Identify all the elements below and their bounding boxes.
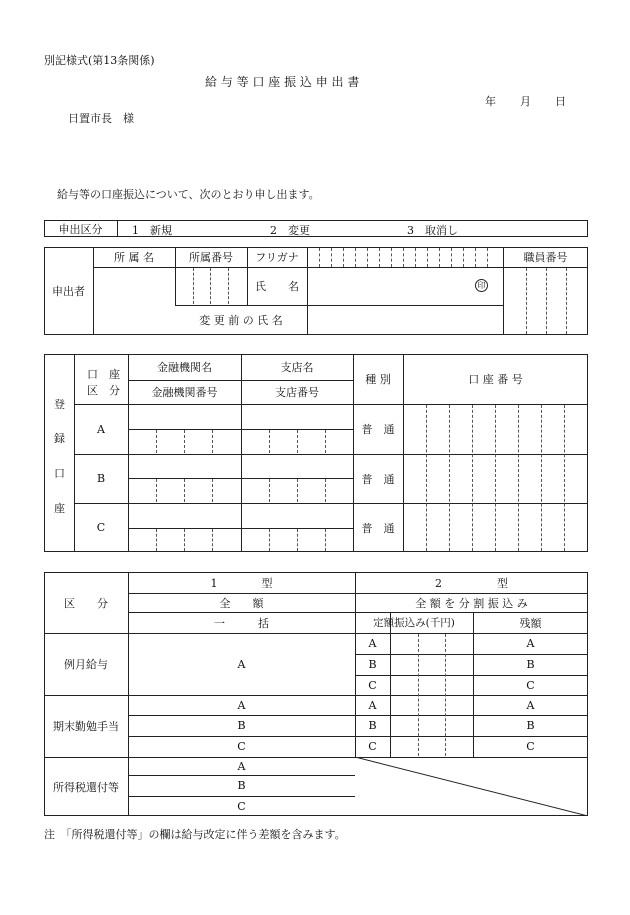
fixed-amount-header: 定額振込み(千円) [373,617,455,629]
intro-text: 給与等の口座振込について、次のとおり申し出ます。 [57,188,320,201]
form-number: 別記様式(第13条関係) [44,54,155,67]
bonus-fixed-b: B [368,719,377,732]
request-type-cancel[interactable]: 3 取消し [407,224,458,237]
footnote: 注 「所得税還付等」の欄は給与改定に伴う差額を含みます。 [44,828,346,841]
date-year: 年 [485,95,496,108]
split-header: 全 額 を 分 割 振 込 み [415,596,528,610]
applicant-label: 申出者 [52,285,85,298]
prev-name-label: 変 更 前 の 氏 名 [199,314,283,327]
bank-code-header: 金融機関番号 [151,386,218,399]
payment-kubun-header: 区 分 [64,596,108,610]
bonus-rest-a: A [526,698,535,712]
monthly-lump-a: A [237,657,246,671]
account-row-c-label: C [96,521,106,534]
type1-header: 1 型 [210,576,273,590]
bonus-rest-b: B [526,719,535,732]
addressee: 日置市長 様 [68,112,134,125]
bonus-lump-b: B [237,719,246,732]
request-type-label: 申出区分 [58,222,103,236]
tax-lump-c: C [237,799,246,813]
name-label: 氏 名 [255,280,299,293]
lump-sum-header: 一 括 [214,616,269,630]
account-side-3: 口 [54,467,65,480]
bonus-fixed-a: A [368,698,377,712]
full-amount-header: 全 額 [219,596,264,610]
bonus-lump-a: A [237,698,246,712]
monthly-salary-label: 例月給与 [64,658,108,671]
bonus-fixed-c: C [368,740,377,753]
request-type-box [44,220,588,237]
branch-code-header: 支店番号 [275,386,319,399]
account-row-b-type: 普 通 [361,472,395,486]
not-applicable-diagonal [355,757,588,816]
account-side-2: 録 [54,432,65,445]
account-no-header: 口 座 番 号 [468,373,523,386]
date-month: 月 [520,95,531,108]
page-title: 給 与 等 口 座 振 込 申 出 書 [205,75,360,89]
dept-name-header: 所 属 名 [114,251,154,264]
account-row-b-label: B [96,472,106,485]
tax-refund-label: 所得税還付等 [53,780,119,794]
tax-lump-b: B [237,779,246,792]
monthly-rest-a: A [526,637,535,650]
monthly-fixed-a: A [368,637,377,650]
monthly-fixed-c: C [368,678,377,692]
account-kubun-1: 口 座 [87,368,120,381]
bonus-rest-c: C [526,740,535,753]
tax-lump-a: A [237,759,246,773]
monthly-fixed-b: B [368,658,377,671]
seal-mark: 印 [475,279,488,292]
type2-header: 2 型 [435,576,508,590]
monthly-rest-b: B [526,658,535,671]
request-type-change[interactable]: 2 変更 [270,224,310,237]
furigana-header: フリガナ [255,251,299,264]
branch-name-header: 支店名 [280,361,314,374]
dept-no-header: 所属番号 [189,251,233,264]
account-row-a-type: 普 通 [361,423,395,436]
bank-name-header: 金融機関名 [157,361,212,374]
date-day: 日 [555,95,566,108]
account-type-header: 種 別 [365,373,391,386]
account-kubun-2: 区 分 [87,384,120,397]
monthly-rest-c: C [526,678,535,692]
request-type-new[interactable]: 1 新規 [132,224,172,237]
staff-no-header: 職員番号 [523,251,568,264]
account-side-4: 座 [54,502,65,515]
account-row-c-type: 普 通 [361,521,395,535]
account-row-a-label: A [97,422,105,436]
remainder-header: 残額 [519,616,542,630]
bonus-label: 期末勤勉手当 [53,720,119,733]
account-side-1: 登 [54,398,65,411]
bonus-lump-c: C [237,740,246,753]
